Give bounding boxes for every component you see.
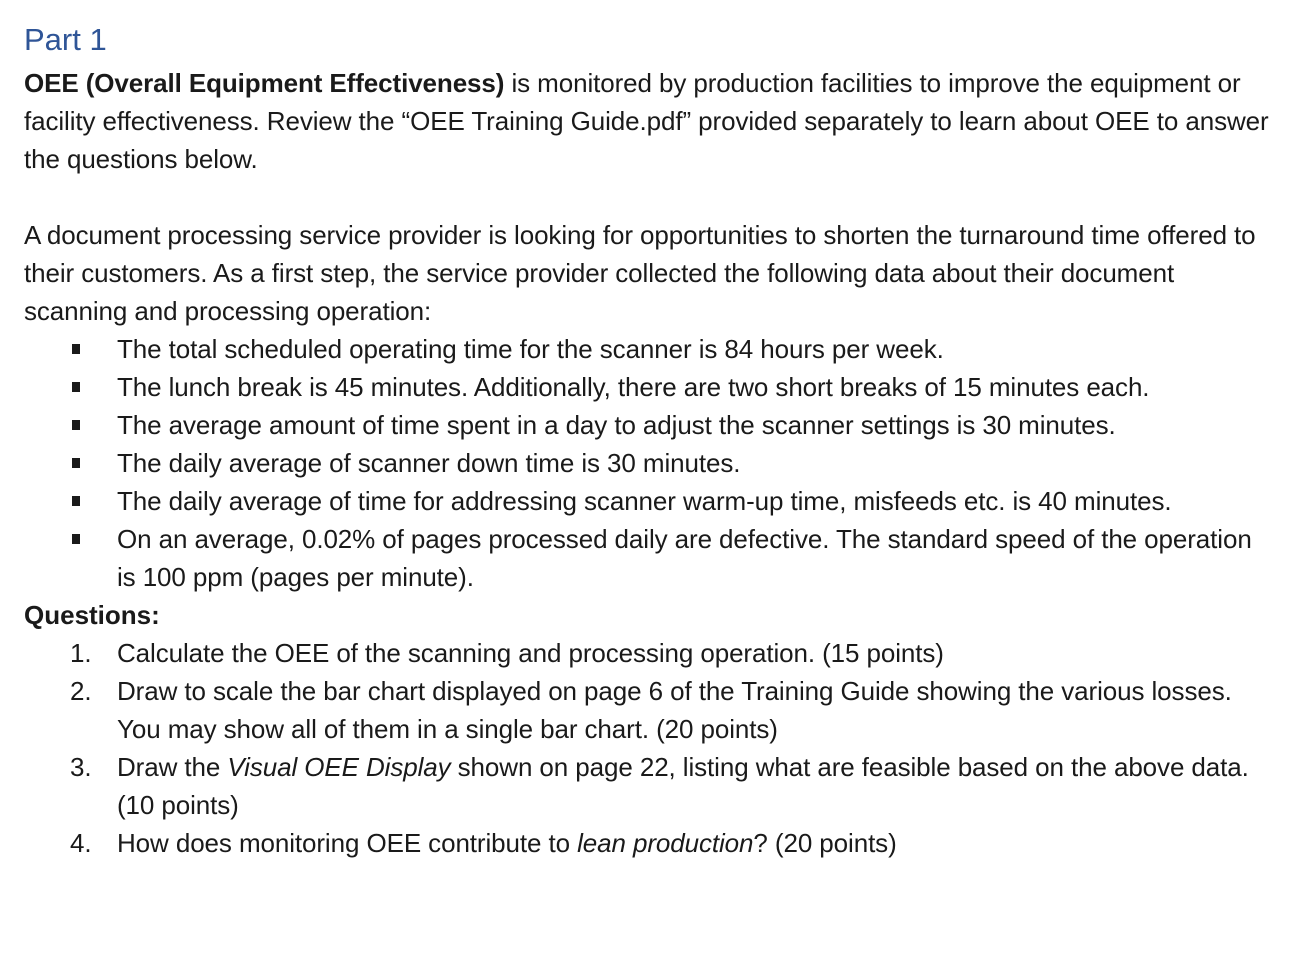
question-item [24, 748, 1274, 824]
question-number: 3. [70, 752, 92, 782]
question-italic-term: lean production [577, 828, 754, 858]
question-text: Calculate the OEE of the scanning and processing operation. (15 points) [117, 638, 944, 668]
square-bullet-icon [72, 496, 80, 506]
square-bullet-icon [72, 534, 80, 544]
data-point-text: The daily average of scanner down time is 30 minutes. [117, 448, 741, 478]
oee-term: OEE (Overall Equipment Effectiveness) [24, 68, 505, 98]
data-point-item [24, 330, 1274, 368]
question-item [24, 634, 1274, 672]
square-bullet-icon [72, 420, 80, 430]
questions-list [24, 634, 1274, 862]
data-point-text: The lunch break is 45 minutes. Additionally, there are two short breaks of 15 minutes each. [117, 372, 1150, 402]
data-point-text: The average amount of time spent in a day to adjust the scanner settings is 30 minutes. [117, 410, 1116, 440]
intro-paragraph [24, 64, 1274, 178]
data-point-item [24, 520, 1274, 596]
data-point-item [24, 368, 1274, 406]
question-italic-term: Visual OEE Display [227, 752, 451, 782]
question-item [24, 672, 1274, 748]
square-bullet-icon [72, 458, 80, 468]
data-point-item [24, 444, 1274, 482]
data-point-item [24, 482, 1274, 520]
question-number: 4. [70, 828, 92, 858]
question-text-start: How does monitoring OEE contribute to [117, 828, 578, 858]
question-number: 1. [70, 638, 92, 668]
intro-text: is monitored by production facilities to improve the equipment or facility effectiveness. Review the “OEE Training Guide.pdf” provided separately to learn about OEE to answer the questions below. [24, 68, 1269, 174]
part-title: Part 1 [24, 22, 107, 57]
scenario-paragraph: A document processing service provider is looking for opportunities to shorten the turnaround time offered to their customers. As a first step, the service provider collected the following data about their document scanning and processing operation: [24, 220, 1256, 326]
question-number: 2. [70, 676, 92, 706]
question-text-end: ? (20 points) [753, 828, 897, 858]
document-page [24, 18, 1274, 862]
question-text-start: Draw the [117, 752, 228, 782]
data-point-item [24, 406, 1274, 444]
square-bullet-icon [72, 344, 80, 354]
data-point-text: On an average, 0.02% of pages processed daily are defective. The standard speed of the operation is 100 ppm (pages per minute). [117, 524, 1252, 592]
square-bullet-icon [72, 382, 80, 392]
data-point-text: The total scheduled operating time for the scanner is 84 hours per week. [117, 334, 944, 364]
question-item [24, 824, 1274, 862]
data-point-text: The daily average of time for addressing scanner warm-up time, misfeeds etc. is 40 minutes. [117, 486, 1172, 516]
question-text-end: shown on page 22, listing what are feasible based on the above data. (10 points) [117, 752, 1249, 820]
questions-heading: Questions: [24, 600, 160, 630]
question-text: Draw to scale the bar chart displayed on page 6 of the Training Guide showing the various losses. You may show all of them in a single bar chart. (20 points) [117, 676, 1232, 744]
data-points-list [24, 330, 1274, 596]
paragraph-spacer [24, 178, 1274, 216]
